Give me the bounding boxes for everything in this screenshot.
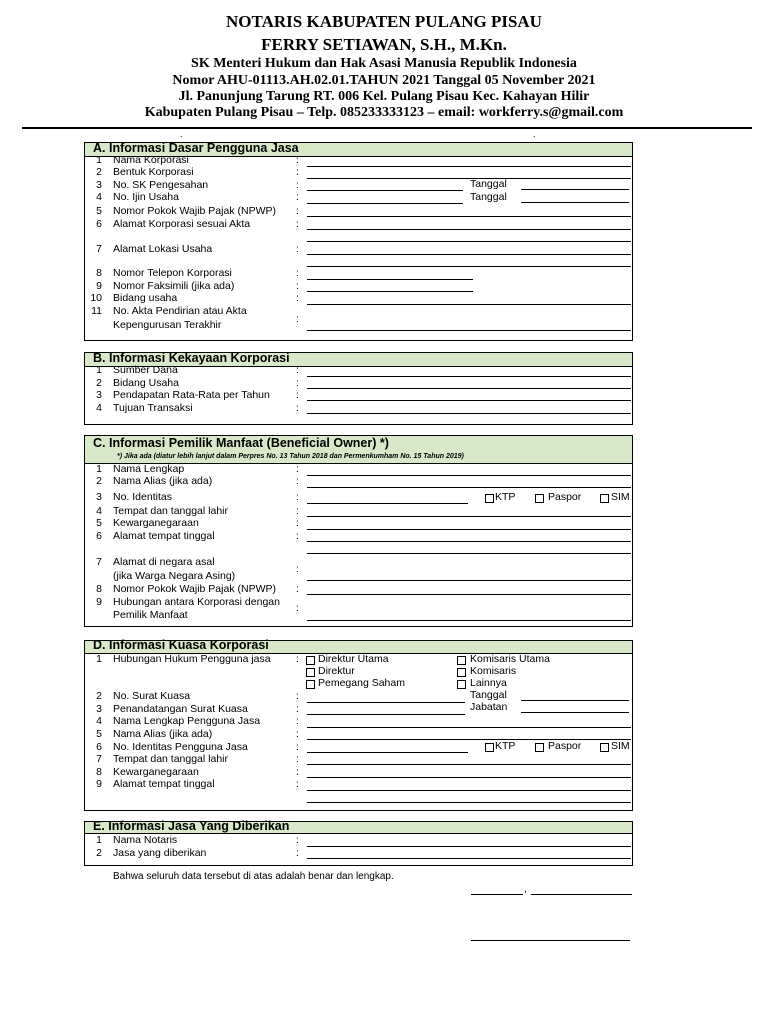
section-e-title: E. Informasi Jasa Yang Diberikan [93, 819, 290, 833]
paspor-label: Paspor [548, 740, 582, 752]
colon: : [296, 690, 299, 702]
checkbox-sim[interactable] [600, 743, 609, 752]
sk-pengesahan-input[interactable] [307, 190, 463, 191]
pendapatan-input[interactable] [307, 400, 631, 401]
colon: : [296, 517, 299, 529]
checkbox-paspor[interactable] [535, 494, 544, 503]
colon: : [296, 834, 299, 846]
row-number: 10 [90, 292, 102, 304]
colon: : [296, 191, 299, 203]
field-label: Jasa yang diberikan [113, 847, 207, 859]
row-number: 7 [96, 556, 102, 568]
ktp-label: KTP [495, 740, 516, 752]
kuasa-alamat-input-2[interactable] [307, 802, 631, 803]
header-dot-right: . [533, 129, 536, 139]
nama-korporasi-input[interactable] [307, 166, 631, 167]
colon: : [296, 218, 299, 230]
checkbox-komisaris[interactable] [457, 668, 466, 677]
sk-tanggal-input[interactable] [521, 189, 629, 190]
row-number: 1 [96, 364, 102, 376]
option-label: Direktur [318, 665, 355, 677]
bidang-usaha-b-input[interactable] [307, 388, 631, 389]
checkbox-lainnya[interactable] [457, 680, 466, 689]
colon: : [296, 389, 299, 401]
colon: : [296, 728, 299, 740]
field-label: Nama Korporasi [113, 154, 189, 166]
telepon-input[interactable] [307, 279, 473, 280]
field-label: No. Identitas Pengguna Jasa [113, 741, 248, 753]
colon: : [296, 602, 299, 614]
row-number: 9 [96, 596, 102, 608]
row-number: 9 [96, 778, 102, 790]
header-divider [22, 127, 752, 129]
kuasa-alias-input[interactable] [307, 739, 631, 740]
field-label: Nomor Faksimili (jika ada) [113, 280, 235, 292]
bo-identitas-input[interactable] [307, 503, 468, 504]
tanggal-label: Tanggal [470, 178, 507, 190]
row-number: 2 [96, 847, 102, 859]
row-number: 5 [96, 205, 102, 217]
row-number: 4 [96, 715, 102, 727]
row-number: 7 [96, 243, 102, 255]
field-label: Nomor Pokok Wajib Pajak (NPWP) [113, 583, 276, 595]
checkbox-ktp[interactable] [485, 494, 494, 503]
place-input[interactable] [471, 894, 523, 895]
row-number: 6 [96, 218, 102, 230]
field-label: Nama Lengkap Pengguna Jasa [113, 715, 261, 727]
contact-line: Kabupaten Pulang Pisau – Telp. 085233333123 – email: workferry.s@gmail.com [144, 105, 624, 120]
faksimili-input[interactable] [307, 291, 473, 292]
checkbox-direktur-utama[interactable] [306, 656, 315, 665]
colon: : [296, 583, 299, 595]
row-number: 4 [96, 402, 102, 414]
option-label: Direktur Utama [318, 653, 389, 665]
field-label: Nomor Pokok Wajib Pajak (NPWP) [113, 205, 276, 217]
notary-name: FERRY SETIAWAN, S.H., M.Kn. [261, 35, 507, 54]
field-label: Alamat Korporasi sesuai Akta [113, 218, 251, 230]
colon: : [296, 402, 299, 414]
bo-nama-input[interactable] [307, 475, 631, 476]
row-number: 8 [96, 583, 102, 595]
row-number: 8 [96, 766, 102, 778]
row-number: 3 [96, 389, 102, 401]
colon: : [296, 766, 299, 778]
row-number: 5 [96, 728, 102, 740]
kuasa-identitas-input[interactable] [307, 752, 468, 753]
colon: : [296, 847, 299, 859]
field-label: Bidang Usaha [113, 377, 179, 389]
alamat-lokasi-input-2[interactable] [307, 266, 631, 267]
colon: : [296, 778, 299, 790]
alamat-akta-input[interactable] [307, 229, 631, 230]
field-label: Alamat tempat tinggal [113, 778, 215, 790]
sk-line: SK Menteri Hukum dan Hak Asasi Manusia Republik Indonesia [191, 56, 577, 71]
colon: : [296, 292, 299, 304]
field-label: Penandatangan Surat Kuasa [113, 703, 248, 715]
signature-line[interactable] [471, 940, 630, 941]
row-number: 1 [96, 653, 102, 665]
colon: : [296, 377, 299, 389]
row-number: 3 [96, 703, 102, 715]
field-label: No. Surat Kuasa [113, 690, 191, 702]
bidang-usaha-input[interactable] [307, 304, 631, 305]
field-label: Nama Notaris [113, 834, 178, 846]
comma: , [524, 883, 527, 895]
header-dot-left: . [180, 129, 183, 139]
field-label-continued: Pemilik Manfaat [113, 609, 188, 621]
colon: : [296, 491, 299, 503]
bo-alamat-asal-input[interactable] [307, 580, 631, 581]
surat-kuasa-input[interactable] [307, 702, 465, 703]
akta-pendirian-input[interactable] [307, 330, 631, 331]
row-number: 1 [96, 834, 102, 846]
option-label: Lainnya [470, 677, 507, 689]
tanggal-label: Tanggal [470, 191, 507, 203]
row-number: 6 [96, 741, 102, 753]
surat-kuasa-tanggal-input[interactable] [521, 700, 629, 701]
alamat-lokasi-input[interactable] [307, 254, 631, 255]
row-number: 1 [96, 463, 102, 475]
colon: : [296, 243, 299, 255]
colon: : [296, 463, 299, 475]
sk-number: Nomor AHU-01113.AH.02.01.TAHUN 2021 Tanggal 05 November 2021 [172, 73, 596, 88]
field-label: Hubungan Hukum Pengguna jasa [113, 653, 271, 665]
colon: : [296, 530, 299, 542]
alamat-akta-input-2[interactable] [307, 241, 631, 242]
field-label: Tempat dan tanggal lahir [113, 753, 228, 765]
ijin-usaha-input[interactable] [307, 203, 463, 204]
field-label: Nomor Telepon Korporasi [113, 267, 232, 279]
row-number: 2 [96, 166, 102, 178]
colon: : [296, 741, 299, 753]
jabatan-input[interactable] [521, 712, 629, 713]
row-number: 7 [96, 753, 102, 765]
colon: : [296, 205, 299, 217]
colon: : [296, 280, 299, 292]
sim-label: SIM [611, 740, 630, 752]
checkbox-sim[interactable] [600, 494, 609, 503]
field-label: Kewarganegaraan [113, 517, 199, 529]
colon: : [296, 166, 299, 178]
field-label: Kewarganegaraan [113, 766, 199, 778]
colon: : [296, 267, 299, 279]
colon: : [296, 475, 299, 487]
bo-kewarganegaraan-input[interactable] [307, 529, 631, 530]
sim-label: SIM [611, 491, 630, 503]
field-label: Alamat di negara asal [113, 556, 215, 568]
section-a-title: A. Informasi Dasar Pengguna Jasa [93, 141, 299, 155]
checkbox-ktp[interactable] [485, 743, 494, 752]
field-label: No. Ijin Usaha [113, 191, 179, 203]
row-number: 6 [96, 530, 102, 542]
section-b-title: B. Informasi Kekayaan Korporasi [93, 351, 290, 365]
field-label: No. SK Pengesahan [113, 179, 209, 191]
bo-npwp-input[interactable] [307, 594, 631, 595]
row-number: 4 [96, 505, 102, 517]
kuasa-nama-input[interactable] [307, 727, 631, 728]
field-label: Pendapatan Rata-Rata per Tahun [113, 389, 270, 401]
field-label: No. Akta Pendirian atau Akta [113, 305, 247, 317]
address-line: Jl. Panunjung Tarung RT. 006 Kel. Pulang Pisau Kec. Kahayan Hilir [178, 89, 590, 104]
colon: : [296, 715, 299, 727]
field-label: Nama Alias (jika ada) [113, 728, 213, 740]
row-number: 3 [96, 491, 102, 503]
row-number: 9 [96, 280, 102, 292]
kuasa-kewarganegaraan-input[interactable] [307, 777, 631, 778]
checkbox-direktur[interactable] [306, 668, 315, 677]
row-number: 8 [96, 267, 102, 279]
option-label: Komisaris Utama [470, 653, 550, 665]
bo-alias-input[interactable] [307, 487, 631, 488]
colon: : [296, 364, 299, 376]
checkbox-komisaris-utama[interactable] [457, 656, 466, 665]
npwp-input[interactable] [307, 216, 631, 217]
checkbox-pemegang-saham[interactable] [306, 680, 315, 689]
field-label: Bentuk Korporasi [113, 166, 194, 178]
colon: : [296, 179, 299, 191]
field-label: Nama Alias (jika ada) [113, 475, 213, 487]
colon: : [296, 154, 299, 166]
field-label-continued: Kepengurusan Terakhir [113, 319, 222, 331]
colon: : [296, 505, 299, 517]
row-number: 4 [96, 191, 102, 203]
jasa-diberikan-input[interactable] [307, 858, 631, 859]
section-d-title: D. Informasi Kuasa Korporasi [93, 638, 269, 652]
colon: : [296, 313, 299, 325]
row-number: 2 [96, 377, 102, 389]
bo-alamat-input-2[interactable] [307, 553, 631, 554]
tanggal-label: Tanggal [470, 689, 507, 701]
option-label: Pemegang Saham [318, 677, 405, 689]
sumber-dana-input[interactable] [307, 376, 631, 377]
kuasa-alamat-input[interactable] [307, 790, 631, 791]
colon: : [296, 753, 299, 765]
checkbox-paspor[interactable] [535, 743, 544, 752]
colon: : [296, 563, 299, 575]
option-label: Komisaris [470, 665, 517, 677]
bo-alamat-input[interactable] [307, 541, 631, 542]
notary-title: NOTARIS KABUPATEN PULANG PISAU [226, 12, 542, 31]
bo-ttl-input[interactable] [307, 516, 631, 517]
row-number: 3 [96, 179, 102, 191]
field-label: Tujuan Transaksi [113, 402, 193, 414]
paspor-label: Paspor [548, 491, 582, 503]
statement-text: Bahwa seluruh data tersebut di atas adalah benar dan lengkap. [113, 871, 394, 882]
field-label: Tempat dan tanggal lahir [113, 505, 228, 517]
row-number: 11 [91, 305, 102, 317]
section-c-note: *) Jika ada (diatur lebih lanjut dalam Perpres No. 13 Tahun 2018 dan Permenkumham No. 15 Tahun 2019) [117, 453, 464, 460]
penandatangan-input[interactable] [307, 714, 465, 715]
kuasa-ttl-input[interactable] [307, 764, 631, 765]
section-c-title: C. Informasi Pemilik Manfaat (Beneficial Owner) *) [93, 436, 389, 450]
nama-notaris-input[interactable] [307, 846, 631, 847]
bentuk-korporasi-input[interactable] [307, 178, 631, 179]
row-number: 2 [96, 475, 102, 487]
field-label: No. Identitas [113, 491, 172, 503]
ktp-label: KTP [495, 491, 516, 503]
field-label-continued: (jika Warga Negara Asing) [113, 570, 236, 582]
field-label: Hubungan antara Korporasi dengan [113, 596, 280, 608]
colon: : [296, 703, 299, 715]
colon: : [296, 653, 299, 665]
ijin-tanggal-input[interactable] [521, 202, 629, 203]
tujuan-transaksi-input[interactable] [307, 413, 631, 414]
bo-hubungan-input[interactable] [307, 620, 631, 621]
field-label: Alamat Lokasi Usaha [113, 243, 213, 255]
date-input[interactable] [531, 894, 632, 895]
row-number: 5 [96, 517, 102, 529]
row-number: 2 [96, 690, 102, 702]
field-label: Alamat tempat tinggal [113, 530, 215, 542]
row-number: 1 [96, 154, 102, 166]
field-label: Nama Lengkap [113, 463, 185, 475]
jabatan-label: Jabatan [470, 701, 508, 713]
field-label: Sumber Dana [113, 364, 178, 376]
field-label: Bidang usaha [113, 292, 178, 304]
